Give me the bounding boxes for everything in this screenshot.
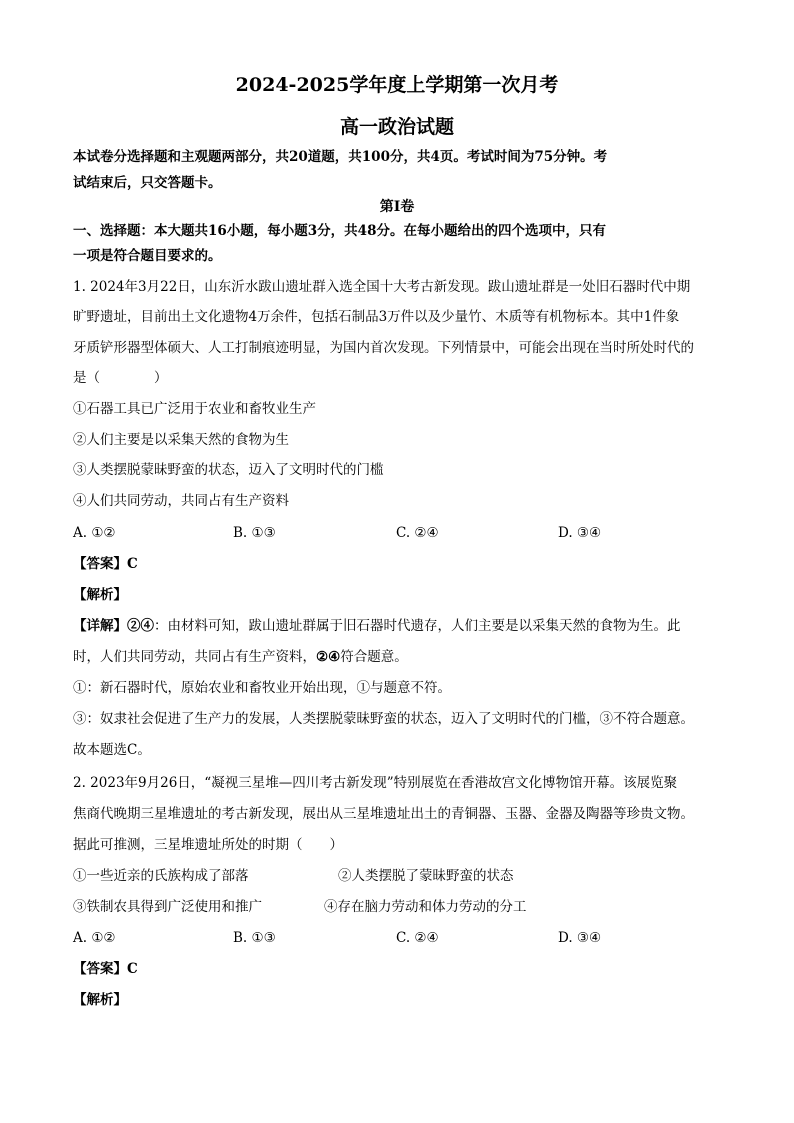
- q1-stem-line-3: 牙质铲形器型体硕大、人工打制痕迹明显，为国内首次发现。下列情景中，可能会出现在当时所处时代的: [73, 340, 694, 356]
- q1-option-a: A. ①②: [73, 525, 116, 541]
- q1-detail-text-2a: 时，人们共同劳动，共同占有生产资料，: [73, 649, 316, 665]
- intro-line-2: 试结束后，只交答题卡。: [73, 175, 222, 191]
- exam-title: 2024-2025学年度上学期第一次月考: [235, 74, 559, 96]
- q1-answer-text: 【答案】C: [73, 556, 138, 572]
- q1-detail-line-5: 故本题选C。: [73, 742, 151, 758]
- section-line-1: 一、选择题：本大题共16小题，每小题3分，共48分。在每小题给出的四个选项中，只有: [73, 223, 606, 239]
- exam-subtitle: 高一政治试题: [339, 116, 454, 138]
- q2-statement-1: ①一些近亲的氏族构成了部落: [73, 868, 249, 884]
- q1-option-b: B. ①③: [233, 525, 276, 541]
- q1-statement-1: ①石器工具已广泛用于农业和畜牧业生产: [73, 401, 316, 417]
- q1-answer: [73, 555, 723, 573]
- q2-analysis-label: 【解析】: [73, 992, 127, 1008]
- q2-option-a: A. ①②: [73, 930, 116, 946]
- q1-detail-line-2: [73, 648, 723, 666]
- q1-detail-line-4: ③：奴隶社会促进了生产力的发展，人类摆脱蒙昧野蛮的状态，迈入了文明时代的门槛，③不符合题意。: [73, 711, 694, 727]
- section-line-2: 一项是符合题目要求的。: [73, 248, 222, 264]
- q1-option-c: C. ②④: [396, 525, 439, 541]
- q1-detail-mark-1: ②④: [127, 618, 154, 634]
- q1-statement-3: ③人类摆脱蒙昧野蛮的状态，迈入了文明时代的门槛: [73, 462, 384, 478]
- q2-answer: [73, 960, 723, 978]
- volume-heading: 第Ⅰ卷: [379, 199, 415, 215]
- q1-detail-text-1: ：由材料可知，跋山遗址群属于旧石器时代遗存，人们主要是以采集天然的食物为生。此: [154, 618, 681, 634]
- q1-statement-4: ④人们共同劳动，共同占有生产资料: [73, 493, 289, 509]
- q1-statement-2: ②人们主要是以采集天然的食物为生: [73, 432, 289, 448]
- q2-answer-text: 【答案】C: [73, 961, 138, 977]
- q2-statement-2: ②人类摆脱了蒙昧野蛮的状态: [338, 868, 514, 884]
- q2-statement-4: ④存在脑力劳动和体力劳动的分工: [324, 899, 527, 915]
- q1-stem-line-2: 旷野遗址，目前出土文化遗物4万余件，包括石制品3万件以及少量竹、木质等有机物标本。其中1件象: [73, 309, 680, 325]
- q1-detail-tag: 【详解】: [73, 618, 127, 634]
- q2-option-c: C. ②④: [396, 930, 439, 946]
- q2-statement-3: ③铁制农具得到广泛使用和推广: [73, 899, 262, 915]
- q1-detail-line-1: [73, 617, 723, 635]
- q1-detail-text-2b: 符合题意。: [340, 649, 408, 665]
- intro-line-1: 本试卷分选择题和主观题两部分，共20道题，共100分，共4页。考试时间为75分钟。考: [73, 149, 608, 165]
- q2-stem-line-1: 2. 2023年9月26日，“凝视三星堆—四川考古新发现”特别展览在香港故宫文化博物馆开幕。该展览聚: [73, 775, 678, 791]
- q1-stem-line-4: 是（ ）: [73, 370, 168, 386]
- q1-option-d: D. ③④: [558, 525, 602, 541]
- q2-option-b: B. ①③: [233, 930, 276, 946]
- q1-stem-line-1: 1. 2024年3月22日，山东沂水跋山遗址群入选全国十大考古新发现。跋山遗址群是一处旧石器时代中期: [73, 279, 691, 295]
- q2-stem-line-2: 焦商代晚期三星堆遗址的考古新发现，展出从三星堆遗址出土的青铜器、玉器、金器及陶器等珍贵文物。: [73, 806, 694, 822]
- q2-option-d: D. ③④: [558, 930, 602, 946]
- q1-analysis-label: 【解析】: [73, 587, 127, 603]
- q1-detail-mark-2: ②④: [316, 649, 341, 665]
- q1-detail-line-3: ①：新石器时代，原始农业和畜牧业开始出现，①与题意不符。: [73, 680, 451, 696]
- q2-stem-line-3: 据此可推测，三星堆遗址所处的时期（ ）: [73, 837, 343, 853]
